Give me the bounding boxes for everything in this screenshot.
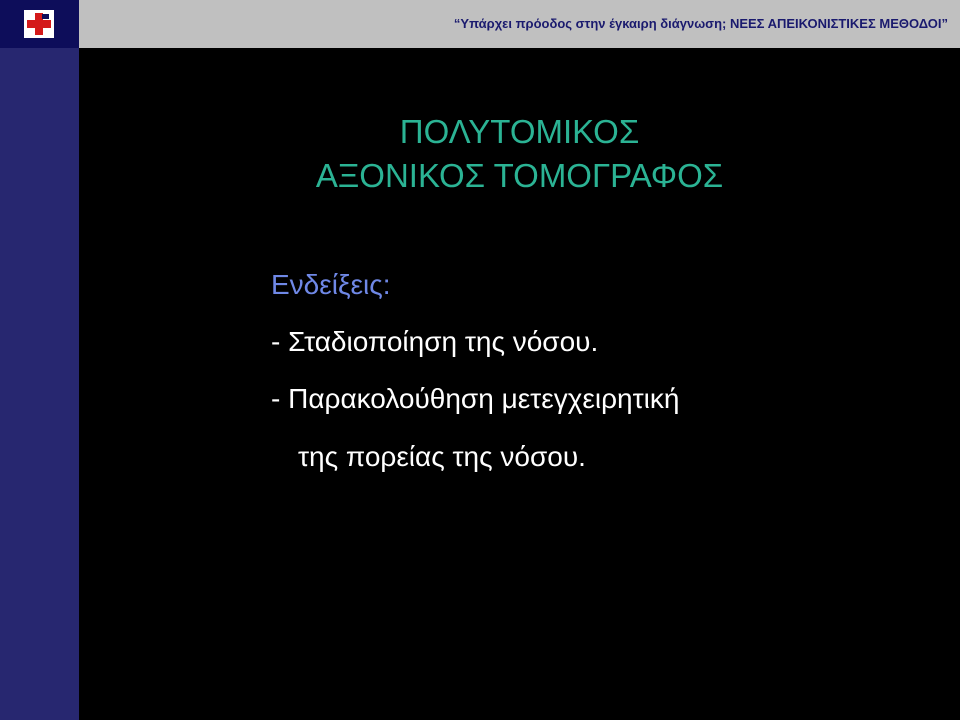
slide-title bbox=[79, 110, 960, 198]
header-title: “Υπάρχει πρόοδος στην έγκαιρη διάγνωση; ΝΕΕΣ ΑΠΕΙΚΟΝΙΣΤΙΚΕΣ ΜΕΘΟΔΟΙ” bbox=[453, 16, 948, 31]
bullet-item: - Παρακολούθηση μετεγχειρητική bbox=[271, 383, 680, 414]
bullet-continuation: της πορείας της νόσου. bbox=[298, 441, 586, 472]
slide-content bbox=[271, 268, 679, 474]
slide-title-line2: ΑΞΟΝΙΚΟΣ ΤΟΜΟΓΡΑΦΟΣ bbox=[315, 157, 724, 194]
red-cross-logo-icon bbox=[24, 10, 54, 38]
sidebar bbox=[0, 48, 79, 720]
logo-box bbox=[0, 0, 79, 48]
header-bar bbox=[79, 0, 960, 48]
slide-title-line1: ΠΟΛΥΤΟΜΙΚΟΣ bbox=[399, 113, 640, 150]
bullet-item: - Σταδιοποίηση της νόσου. bbox=[271, 326, 599, 357]
section-heading: Ενδείξεις: bbox=[271, 269, 391, 300]
